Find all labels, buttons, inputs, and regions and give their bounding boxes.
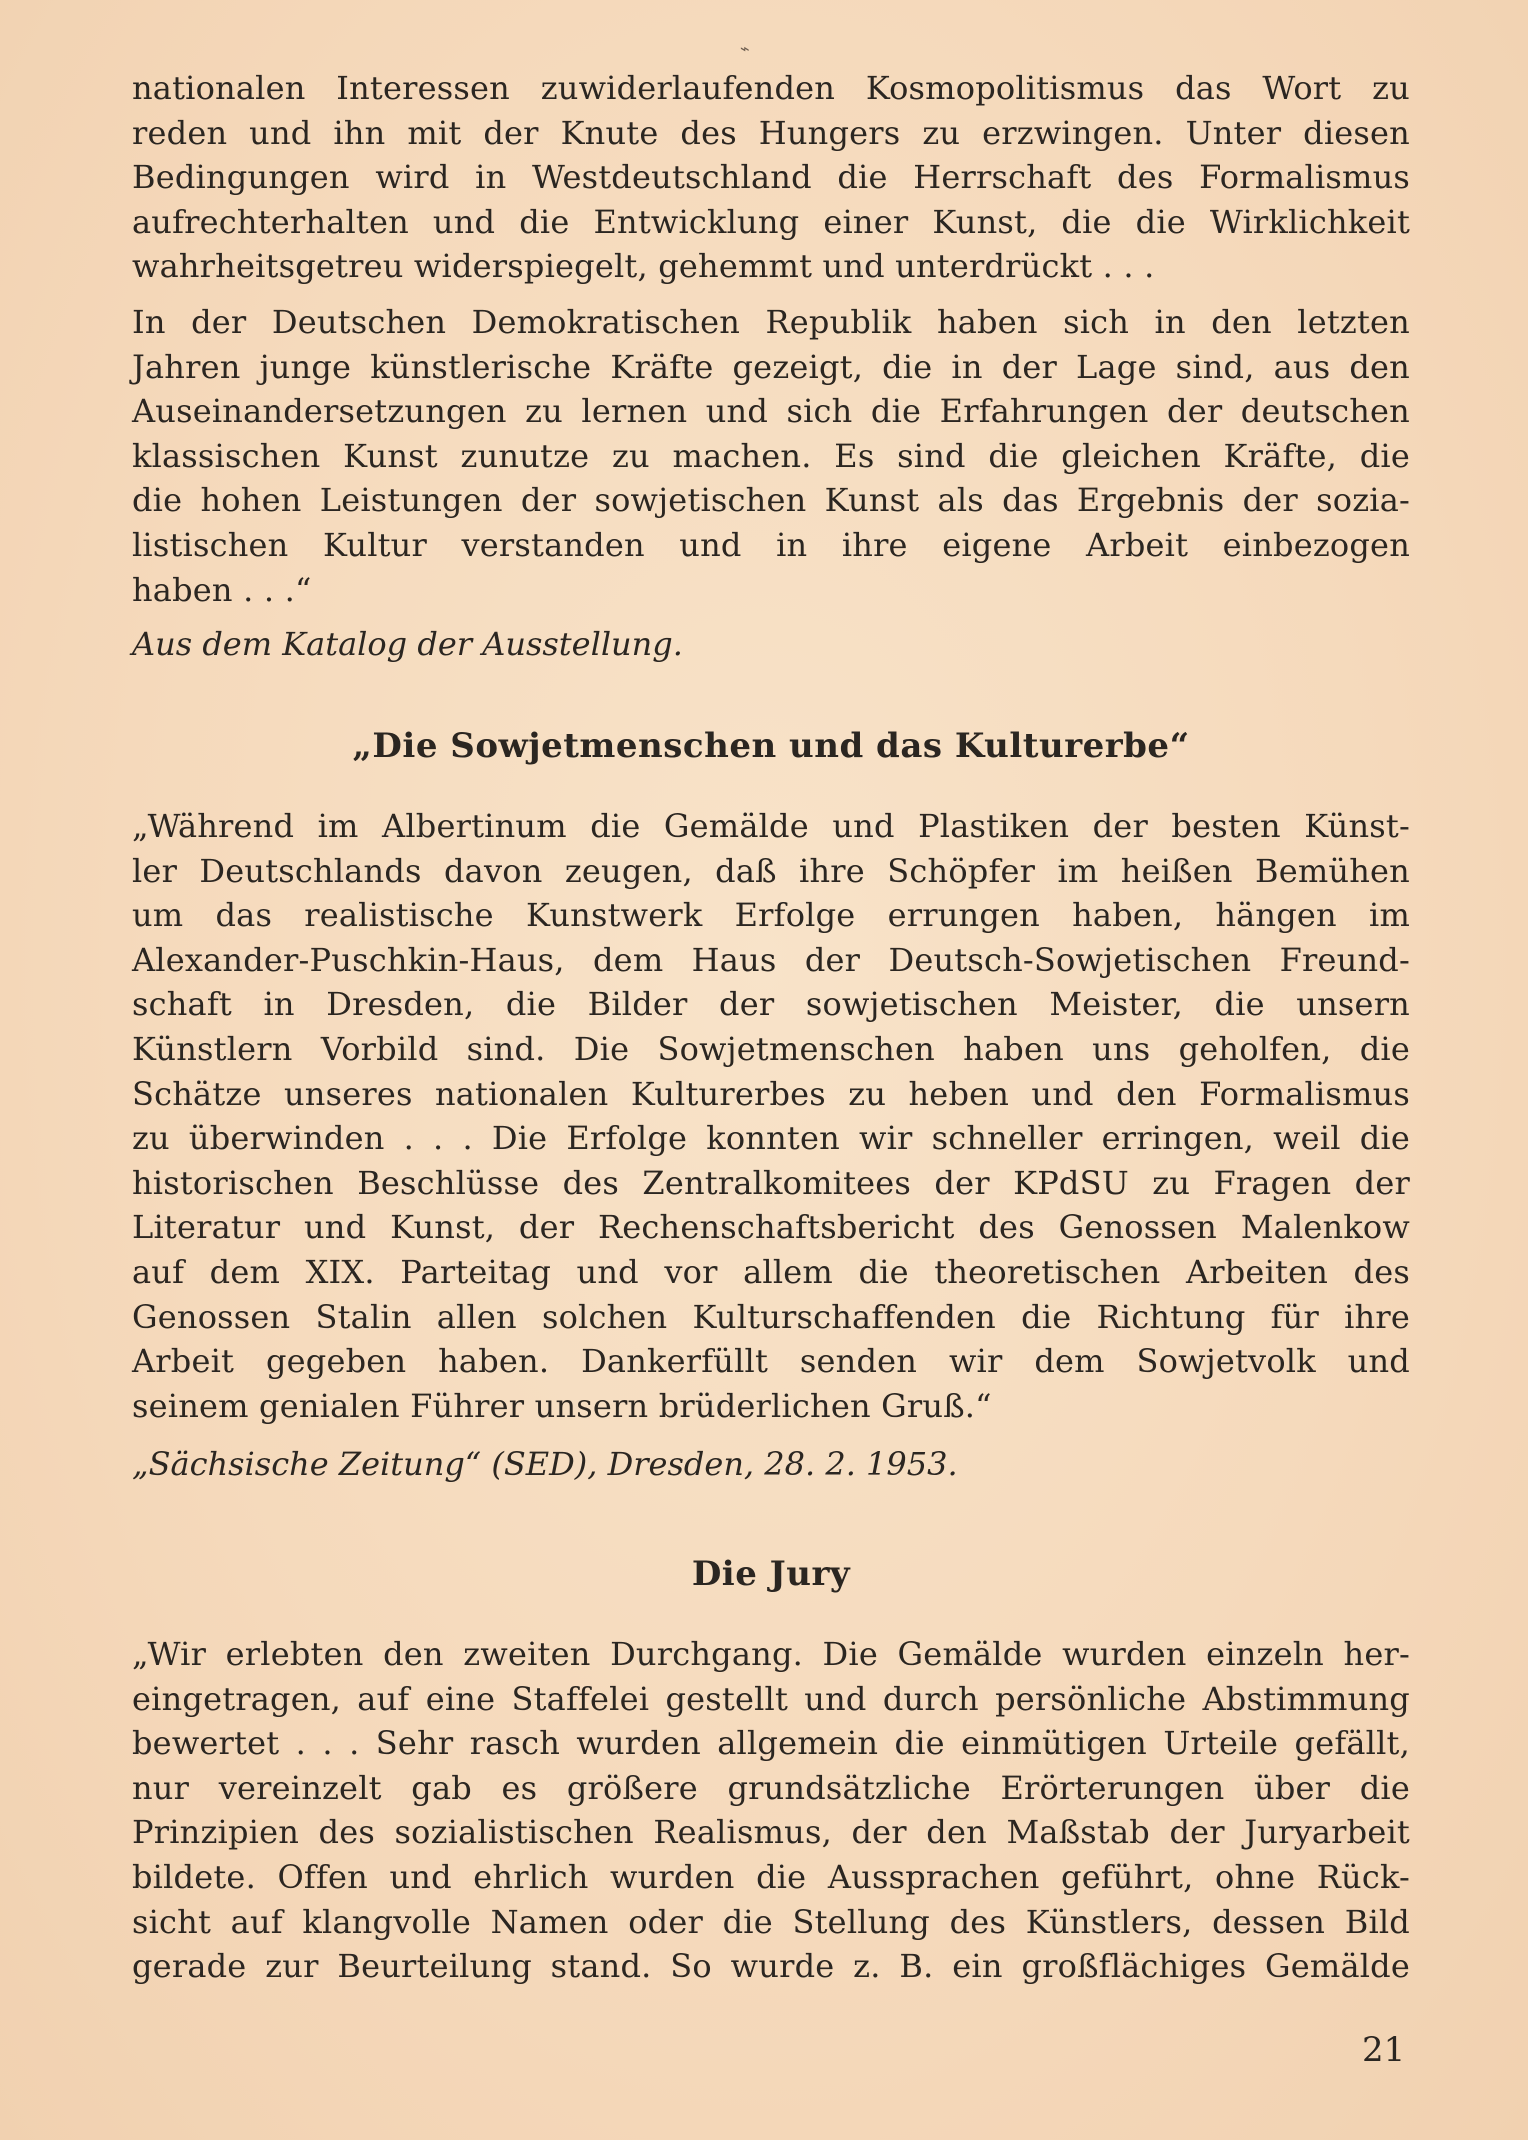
section-heading-jury: Die Jury [691,1554,851,1594]
source-citation-catalog: Aus dem Katalog der Ausstellung. [132,625,683,663]
text-line: aufrechterhalten und die Entwicklung einer Kunst, die die Wirklichkeit [132,202,1410,241]
text-line: auf dem XIX. Parteitag und vor allem die theoretischen Arbeiten des [132,1252,1410,1291]
text-line: Bedingungen wird in Westdeutschland die Herrschaft des Formalismus [132,158,1410,197]
text-line: zu überwinden . . . Die Erfolge konnten wir schneller erringen, weil die [132,1119,1410,1158]
text-line: bildete. Offen und ehrlich wurden die Aussprachen geführt, ohne Rück- [132,1857,1410,1896]
paragraph-ddr-artists [132,300,1410,612]
text-line: haben . . .“ [132,570,312,609]
text-line: nationalen Interessen zuwiderlaufenden Kosmopolitismus das Wort zu [132,69,1410,107]
print-speck-mark: ⌁ [740,39,750,58]
text-line: klassischen Kunst zunutze zu machen. Es sind die gleichen Kräfte, die [132,436,1410,475]
paragraph-kulturerbe [132,804,1410,1428]
page-number: 21 [1362,2030,1406,2070]
text-line: „Während im Albertinum die Gemälde und Plastiken der besten Künst- [132,807,1410,845]
paragraph-catalog-continued [132,66,1410,289]
text-line: Jahren junge künstlerische Kräfte gezeigt, die in der Lage sind, aus den [132,347,1410,386]
text-line: um das realistische Kunstwerk Erfolge errungen haben, hängen im [132,896,1410,935]
text-line: Genossen Stalin allen solchen Kulturschaffenden die Richtung für ihre [132,1297,1410,1336]
text-line: schaft in Dresden, die Bilder der sowjetischen Meister, die unsern [132,985,1410,1024]
section-heading-kulturerbe: „Die Sowjetmenschen und das Kulturerbe“ [352,726,1190,766]
text-line: eingetragen, auf eine Staffelei gestellt und durch persönliche Abstimmung [132,1679,1410,1718]
text-line: listischen Kultur verstanden und in ihre eigene Arbeit einbezogen [132,525,1410,564]
text-line: Auseinandersetzungen zu lernen und sich die Erfahrungen der deutschen [132,392,1410,431]
text-line: Schätze unseres nationalen Kulturerbes zu heben und den Formalismus [132,1074,1410,1113]
text-line: sicht auf klangvolle Namen oder die Stellung des Künstlers, dessen Bild [132,1902,1410,1941]
text-line: Literatur und Kunst, der Rechenschaftsbericht des Genossen Malenkow [132,1208,1410,1247]
text-line: Arbeit gegeben haben. Dankerfüllt senden wir dem Sowjetvolk und [132,1342,1410,1381]
text-line: Künstlern Vorbild sind. Die Sowjetmenschen haben uns geholfen, die [132,1029,1410,1068]
text-line: bewertet . . . Sehr rasch wurden allgemein die einmütigen Urteile gefällt, [132,1724,1410,1763]
text-line: nur vereinzelt gab es größere grundsätzliche Erörterungen über die [132,1768,1410,1807]
text-line: Alexander-Puschkin-Haus, dem Haus der Deutsch-Sowjetischen Freund- [132,940,1410,979]
text-line: ler Deutschlands davon zeugen, daß ihre Schöpfer im heißen Bemühen [132,851,1410,890]
paragraph-jury [132,1632,1410,1989]
text-line: gerade zur Beurteilung stand. So wurde z. B. ein großflächiges Gemälde [132,1947,1410,1986]
source-citation-saechsische-zeitung: „Sächsische Zeitung“ (SED), Dresden, 28. 2. 1953. [132,1445,958,1483]
text-line: historischen Beschlüsse des Zentralkomitees der KPdSU zu Fragen der [132,1163,1410,1202]
text-line: Prinzipien des sozialistischen Realismus, der den Maßstab der Juryarbeit [132,1813,1410,1852]
text-line: seinem genialen Führer unsern brüderlichen Gruß.“ [132,1386,992,1425]
text-line: reden und ihn mit der Knute des Hungers zu erzwingen. Unter diesen [132,113,1410,152]
text-line: „Wir erlebten den zweiten Durchgang. Die Gemälde wurden einzeln her- [132,1635,1410,1673]
text-line: In der Deutschen Demokratischen Republik haben sich in den letzten [132,303,1410,341]
text-line: wahrheitsgetreu widerspiegelt, gehemmt und unterdrückt . . . [132,247,1155,286]
text-line: die hohen Leistungen der sowjetischen Kunst als das Ergebnis der sozia- [132,481,1410,520]
